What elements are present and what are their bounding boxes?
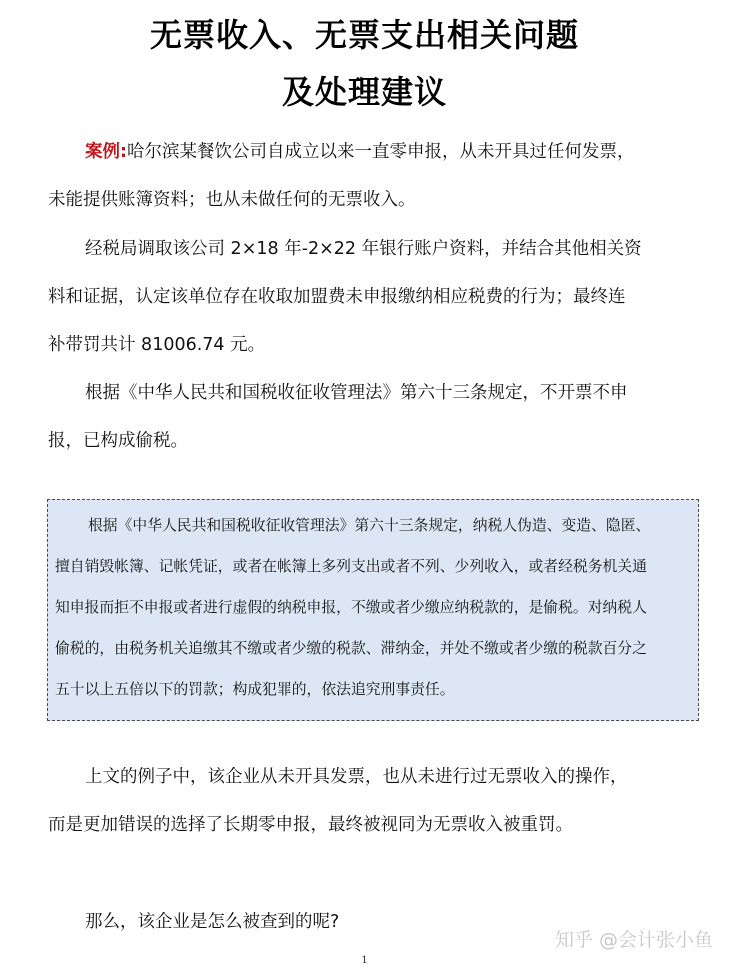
- case-text-line-1: 哈尔滨某餐饮公司自成立以来一直零申报，从未开具过任何发票，: [127, 142, 635, 162]
- law-quote-line-5: 五十以上五倍以下的罚款；构成犯罪的，依法追究刑事责任。: [55, 681, 455, 698]
- paragraph-2-line-3: 补带罚共计 81006.74 元。: [48, 335, 266, 355]
- case-paragraph-line-1: [85, 140, 635, 164]
- paragraph-2-line-2: 料和证据，认定该单位存在收取加盟费未申报缴纳相应税费的行为；最终连: [48, 287, 626, 307]
- law-quote-line-1: 根据《中华人民共和国税收征收管理法》第六十三条规定，纳税人伪造、变造、隐匿、: [88, 517, 651, 534]
- law-quote-line-3: 知申报而拒不申报或者进行虚假的纳税申报，不缴或者少缴应纳税款的，是偷税。对纳税人: [55, 599, 647, 616]
- page-title-line-1: 无票收入、无票支出相关问题: [149, 16, 579, 54]
- case-label: 案例:: [85, 142, 127, 162]
- case-paragraph-line-2: 未能提供账簿资料；也从未做任何的无票收入。: [48, 190, 416, 210]
- page-number: 1: [361, 955, 368, 966]
- law-quote-line-4: 偷税的，由税务机关追缴其不缴或者少缴的税款、滞纳金，并处不缴或者少缴的税款百分之: [55, 640, 647, 657]
- paragraph-3-line-2: 报，已构成偷税。: [48, 431, 188, 451]
- paragraph-3-line-1: 根据《中华人民共和国税收征收管理法》第六十三条规定，不开票不申: [85, 383, 628, 403]
- paragraph-5-line-1: 那么，该企业是怎么被查到的呢?: [85, 912, 340, 932]
- paragraph-4-line-2: 而是更加错误的选择了长期零申报，最终被视同为无票收入被重罚。: [48, 815, 573, 835]
- paragraph-4-line-1: 上文的例子中，该企业从未开具发票，也从未进行过无票收入的操作，: [85, 767, 628, 787]
- law-quote-box: [47, 499, 699, 721]
- zhihu-watermark: 知乎 @会计张小鱼: [554, 929, 713, 951]
- law-quote-line-2: 擅自销毁帐簿、记帐凭证，或者在帐簿上多列支出或者不列、少列收入，或者经税务机关通: [55, 558, 647, 575]
- page-title-line-2: 及处理建议: [281, 73, 447, 111]
- paragraph-2-line-1: 经税局调取该公司 2×18 年-2×22 年银行账户资料，并结合其他相关资: [85, 239, 642, 259]
